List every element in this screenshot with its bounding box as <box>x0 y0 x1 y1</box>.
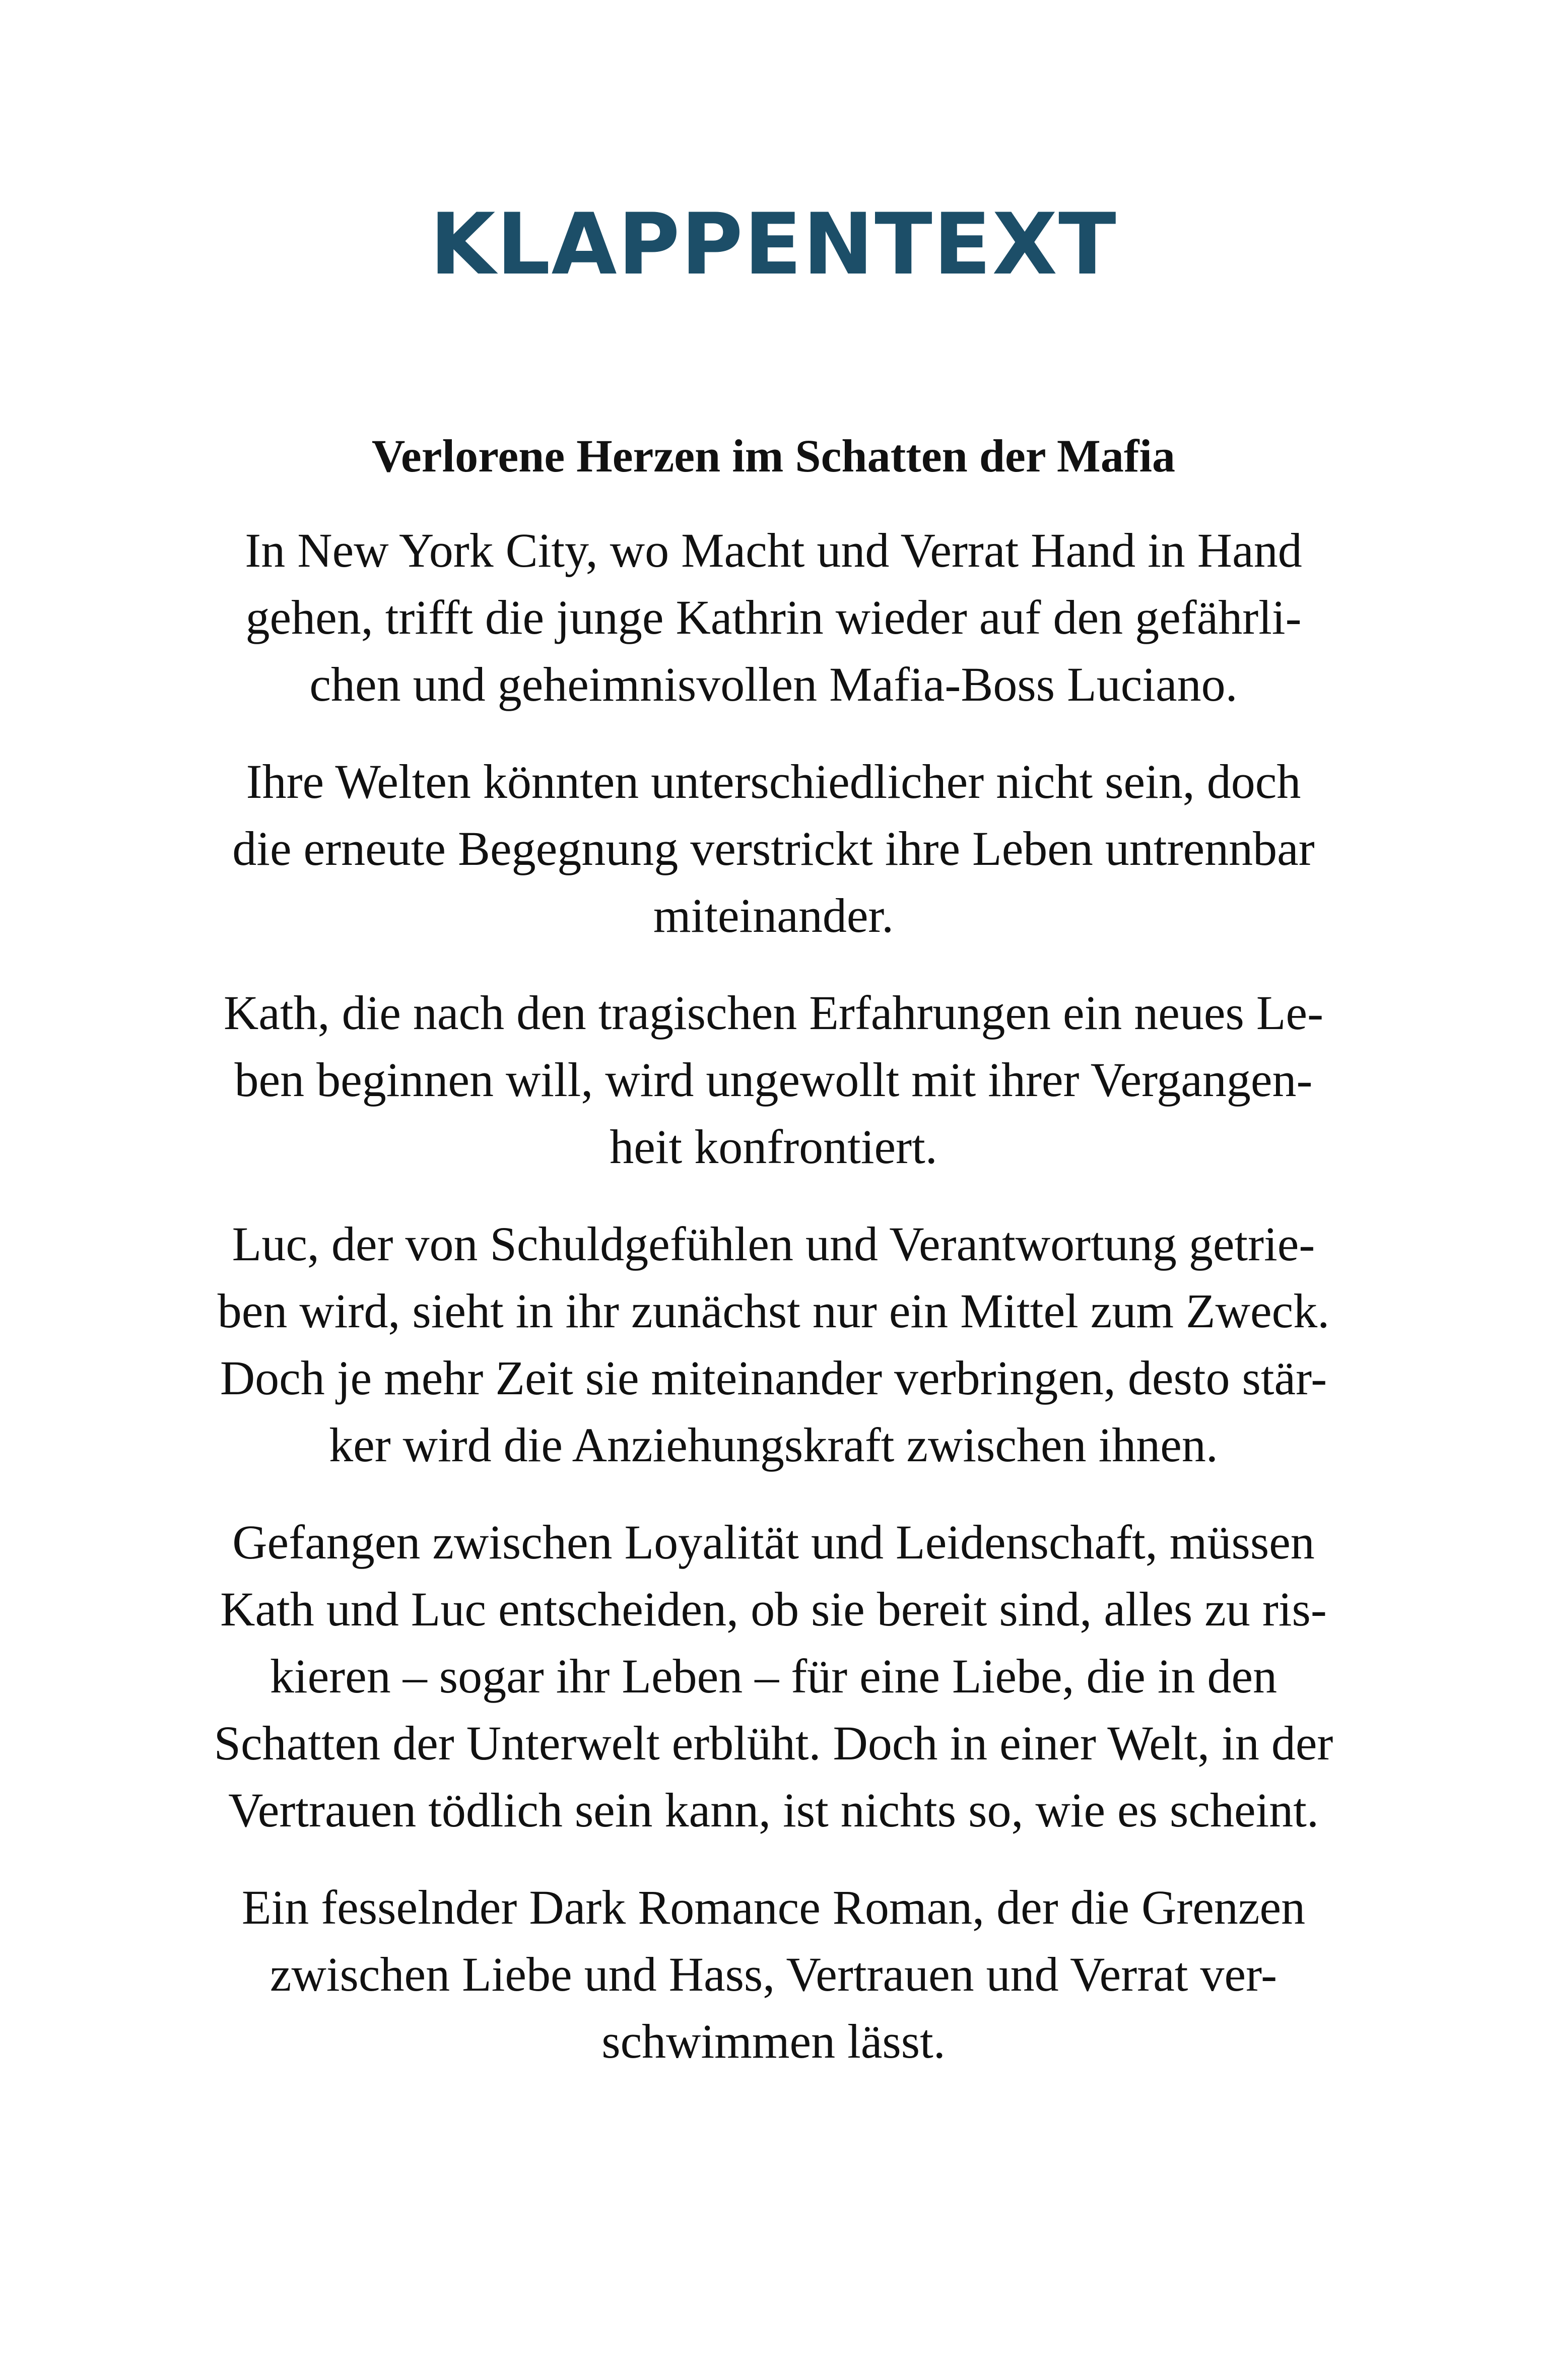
page-title: KLAPPENTEXT <box>430 195 1117 294</box>
text-line: Ihre Welten könnten unterschiedlicher nicht sein, doch <box>246 755 1301 808</box>
text-line: Kath, die nach den tragischen Erfahrungen ein neues Le- <box>223 986 1324 1040</box>
text-line: Gefangen zwischen Loyalität und Leidenschaft, müssen <box>232 1515 1315 1569</box>
text-line: heit konfrontiert. <box>610 1120 937 1174</box>
blurb-paragraphs <box>191 517 1356 2075</box>
blurb-paragraph <box>191 748 1356 949</box>
text-line: Kath und Luc entscheiden, ob sie bereit sind, alles zu ris- <box>220 1582 1327 1636</box>
text-line: Luc, der von Schuldgefühlen und Verantwortung getrie- <box>232 1217 1315 1271</box>
blurb-subtitle: Verlorene Herzen im Schatten der Mafia <box>371 430 1176 482</box>
text-line: schwimmen lässt. <box>601 2014 946 2068</box>
text-line: Ein fesselnder Dark Romance Roman, der die Grenzen <box>241 1880 1306 1934</box>
text-line: ben wird, sieht in ihr zunächst nur ein Mittel zum Zweck. <box>217 1284 1330 1338</box>
blurb-paragraph <box>191 517 1356 718</box>
text-line: Vertrauen tödlich sein kann, ist nichts so, wie es scheint. <box>228 1783 1319 1837</box>
blurb-paragraph <box>191 1874 1356 2075</box>
text-line: gehen, trifft die junge Kathrin wieder auf den gefährli- <box>245 590 1302 644</box>
blurb-paragraph <box>191 979 1356 1180</box>
text-line: ben beginnen will, wird ungewollt mit ihrer Vergangen- <box>234 1053 1313 1107</box>
text-line: Doch je mehr Zeit sie miteinander verbringen, desto stär- <box>220 1351 1327 1405</box>
text-line: chen und geheimnisvollen Mafia-Boss Luciano. <box>309 657 1238 711</box>
blurb-text <box>191 423 1356 2105</box>
text-line: miteinander. <box>653 889 894 942</box>
text-line: ker wird die Anziehungskraft zwischen ihnen. <box>329 1418 1218 1472</box>
text-line: zwischen Liebe und Hass, Vertrauen und Verrat ver- <box>270 1947 1277 2001</box>
blurb-paragraph <box>191 1210 1356 1478</box>
text-line: In New York City, wo Macht und Verrat Hand in Hand <box>245 523 1302 577</box>
text-line: die erneute Begegnung verstrickt ihre Leben untrennbar <box>232 822 1315 875</box>
text-line: Schatten der Unterwelt erblüht. Doch in einer Welt, in der <box>214 1716 1333 1770</box>
blurb-paragraph <box>191 1509 1356 1844</box>
text-line: kieren – sogar ihr Leben – für eine Liebe, die in den <box>270 1649 1277 1703</box>
